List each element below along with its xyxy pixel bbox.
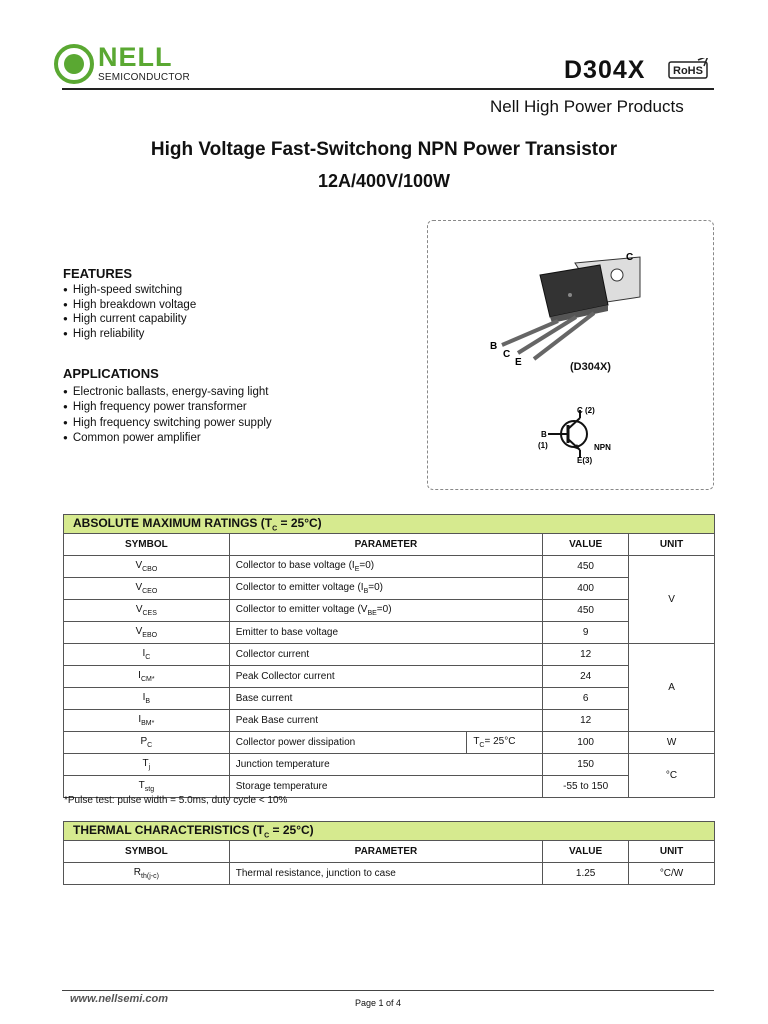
table-row: $I_C$ Collector current 12 A [64,644,715,666]
symbol-b-num: (1) [538,441,548,450]
col-unit: UNIT [629,841,715,863]
table-row: $T_j$ Junction temperature 150 °C [64,754,715,776]
list-item: ● High frequency power transformer [63,400,272,415]
col-symbol: SYMBOL [64,534,230,556]
thermal-table-heading: THERMAL CHARACTERISTICS $(T_C = 25^\circ C)$ [64,822,715,841]
list-item: ● Electronic ballasts, energy-saving light [63,385,272,400]
unit-cell: W [629,732,715,754]
symbol-c-label: C (2) [577,406,595,415]
pin-b-label: B [490,341,498,352]
document-title: High Voltage Fast-Switchong NPN Power Transistor [150,139,618,160]
brand-subtitle: SEMICONDUCTOR [98,72,190,83]
list-item: ● High frequency switching power supply [63,416,272,431]
table-row: $I_{BM*}$ Peak Base current 12 [64,710,715,732]
list-item: ● High current capability [63,312,196,327]
table-row: $V_{CBO}$ Collector to base voltage $(I_E=0)$ 450 V [64,556,715,578]
symbol-e-label: E(3) [577,456,593,465]
pulse-test-footnote: *Pulse test: pulse width = 5.0ms, duty cycle < 10% [64,795,288,806]
brand-name: NELL [98,42,173,72]
brand-logo-icon [64,54,84,74]
col-parameter: PARAMETER [229,841,542,863]
col-symbol: SYMBOL [64,841,230,863]
unit-cell: A [629,644,715,732]
page-number: Page 1 of 4 [355,998,402,1008]
part-number: D304X [564,56,646,84]
table-row: $V_{CES}$ Collector to emitter voltage $(V_{BE}=0)$ 450 [64,600,715,622]
list-item: ● High reliability [63,327,196,342]
pin-c-top-label: C [626,252,634,263]
unit-cell: °C [629,754,715,798]
pin-e-label: E [515,357,522,368]
npn-transistor-symbol-icon [530,400,630,470]
table-row: $V_{CEO}$ Collector to emitter voltage $(I_B=0)$ 400 [64,578,715,600]
col-value: VALUE [543,841,629,863]
features-heading: FEATURES [63,266,133,281]
absolute-max-ratings-table [63,514,715,798]
footer-divider [62,990,714,991]
to220-package-drawing [480,245,660,375]
list-item: ● High breakdown voltage [63,298,196,313]
table-row: $T_{stg}$ Storage temperature -55 to 150 [64,776,715,798]
col-value: VALUE [543,534,629,556]
features-list [63,283,196,342]
tagline: Nell High Power Products [490,97,684,116]
rohs-mark [668,58,710,80]
list-item: ● Common power amplifier [63,431,272,446]
applications-list [63,385,272,446]
table-row: $I_{CM*}$ Peak Collector current 24 [64,666,715,688]
document-subtitle: 12A/400V/100W [317,171,451,191]
thermal-characteristics-table [63,821,715,885]
list-item: ● High-speed switching [63,283,196,298]
applications-heading: APPLICATIONS [63,366,159,381]
col-parameter: PARAMETER [229,534,542,556]
col-unit: UNIT [629,534,715,556]
header-divider [62,88,714,90]
table-row: $I_B$ Base current 6 [64,688,715,710]
unit-cell: V [629,556,715,644]
abs-table-heading: ABSOLUTE MAXIMUM RATINGS $(T_C = 25^\circ C)$ [64,515,715,534]
condition-cell: $T_C= 25^\circ C$ [467,732,543,754]
table-row: $R_{th(j-c)}$ Thermal resistance, junction to case 1.25 °C/W [64,863,715,885]
symbol-b-label: B [541,430,547,439]
table-row: $V_{EBO}$ Emitter to base voltage 9 [64,622,715,644]
footer-website-link[interactable]: www.nellsemi.com [70,993,169,1005]
package-name: (D304X) [570,361,611,373]
pin-c-label: C [503,349,511,360]
symbol-type-label: NPN [594,443,611,452]
table-row: $P_C$ Collector power dissipation $T_C= 25^\circ C$ 100 W [64,732,715,754]
rohs-label: RoHS [673,65,703,77]
